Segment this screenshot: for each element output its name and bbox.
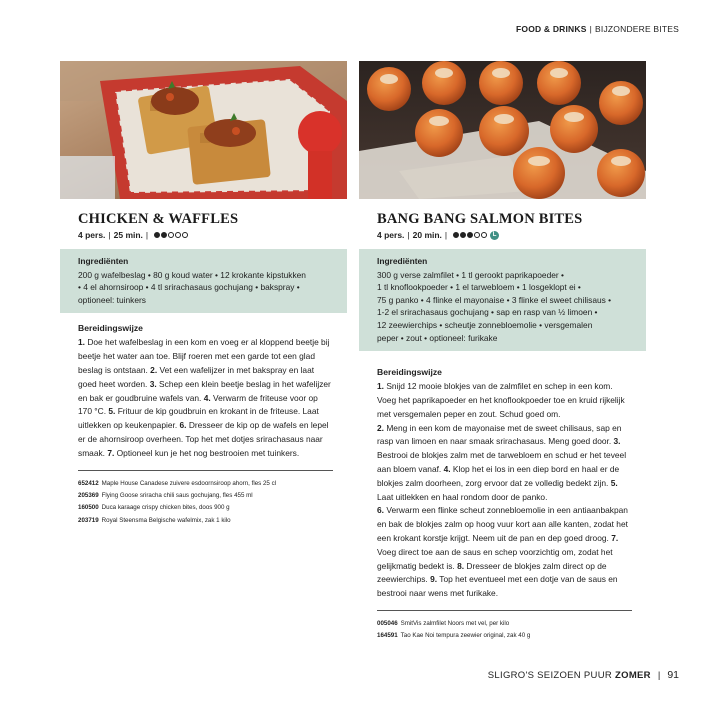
recipe-bang-bang-salmon [359, 61, 646, 643]
product-row: 164591 Tao Kae Noi tempura zeewier original, zak 40 g [377, 632, 531, 640]
ingredients-line: 300 g verse zalmfilet • 1 tl gerookt paprikapoeder • [377, 269, 564, 280]
page-number: 91 [667, 669, 679, 681]
ingredients-line: 1-2 el srirachasaus gochujang • sap en rasp van ½ limoen • [377, 307, 598, 318]
ingredients-line: • 4 el ahornsiroop • 4 tl srirachasaus gochujang • bakspray • [78, 282, 300, 293]
product-row: 652412 Maple House Canadese zuivere esdoornsiroop ahorn, fles 25 cl [78, 479, 277, 487]
product-list [78, 478, 347, 528]
product-list [377, 618, 646, 643]
recipe-title: BANG BANG SALMON BITES [377, 211, 583, 227]
product-row: 005046 SmitVis zalmfilet Noors met vel, per kilo [377, 619, 510, 627]
prep-heading: Bereidingswijze [377, 367, 442, 378]
ingredients-line: 12 zeewierchips • scheutje zonnebloemolie • versgemalen [377, 319, 593, 330]
recipe-meta: 4 pers. | 25 min. | [78, 230, 347, 240]
page-footer [488, 669, 679, 681]
ingredients-line: 75 g panko • 4 flinke el mayonaise • 3 flinke el sweet chilisaus • [377, 294, 612, 305]
recipe-title: CHICKEN & WAFFLES [78, 211, 239, 227]
prep-text: 1. Snijd 12 mooie blokjes van de zalmfilet en schep in een kom. Voeg het paprikapoeder en het knoflookpoeder toe en kruid rijkelijk met versgemalen peper en zout. Schud goed om. 2. Meng in een kom de mayonaise met de sweet chilisaus, sap en rasp van limoen en naar smaak srirachasaus. Meng goed door. 3. Bestrooi de blokjes zalm met de tarwebloem en schud er het teveel aan bloem vanaf. 4. Klop het ei los in een diep bord en haal er de blokjes zalm doorheen, zorg ervoor dat ze volledig bedekt zijn. 5. Laat uitlekken en haal rondom door de panko. 6. Verwarm een flinke scheut zonnebloemolie in een antiaanbakpan en bak de blokjes zalm op hoog vuur kort aan alle kanten, zodat het een krokant korstje krijgt. Neem uit de pan en dep goed droog. 7. Voeg direct toe aan de saus en schep voorzichtig om, zodat het gelijkmatig bedekt is. 8. Dresseer de blokjes zalm direct op de zeewierchips. 9. Top het eventueel met een dotje van de saus en bestrooi naar wens met furikake. [377, 381, 628, 599]
ingredients-line: optioneel: tuinkers [78, 294, 146, 305]
ingredients-heading: Ingrediënten [377, 256, 428, 266]
footer-separator: | [657, 669, 661, 681]
recipe-photo-salmon-bites [359, 61, 646, 199]
footer-text: SLIGRO'S SEIZOEN PUUR [487, 669, 613, 681]
difficulty-icon [154, 232, 188, 238]
prep-time: 20 min. [412, 230, 442, 240]
lactose-badge-icon: L [490, 231, 499, 240]
prep-heading: Bereidingswijze [78, 323, 143, 334]
ingredients-box [359, 249, 646, 351]
product-row: 203719 Royal Steensma Belgische wafelmix, zak 1 kilo [78, 516, 231, 524]
page-header [516, 24, 679, 34]
subsection-title: BIJZONDERE BITES [595, 24, 679, 34]
persons: 4 pers. [377, 230, 405, 240]
product-row: 205369 Flying Goose sriracha chili saus gochujang, fles 455 ml [78, 491, 253, 499]
prep-time: 25 min. [113, 230, 143, 240]
ingredients-line: 200 g wafelbeslag • 80 g koud water • 12 krokante kipstukken [78, 269, 306, 280]
divider [377, 610, 632, 611]
ingredients-line: peper • zout • optioneel: furikake [377, 332, 498, 343]
recipe-photo-chicken-waffles [60, 61, 347, 199]
ingredients-heading: Ingrediënten [78, 256, 129, 266]
footer-highlight: ZOMER [615, 669, 651, 681]
difficulty-icon [453, 232, 487, 238]
recipe-chicken-waffles [60, 61, 347, 527]
divider [78, 470, 333, 471]
ingredients-box [60, 249, 347, 313]
product-row: 160500 Duca karaage crispy chicken bites, doos 900 g [78, 504, 230, 512]
ingredients-line: 1 tl knoflookpoeder • 1 el tarwebloem • 1 losgeklopt ei • [377, 282, 581, 293]
recipe-meta: 4 pers. | 20 min. | L [377, 230, 646, 240]
section-title: FOOD & DRINKS [516, 24, 587, 34]
persons: 4 pers. [78, 230, 106, 240]
prep-text: 1. Doe het wafelbeslag in een kom en voeg er al kloppend beetje bij beetje het water aan toe. Blijf roeren met een garde tot een glad beslag is ontstaan. 2. Vet een wafelijzer in met bakspray en laat goed heet worden. 3. Schep een klein beetje beslag in het wafelijzer en bak er goudbruine wafels van. 4. Verwarm de friteuse voor op 170 °C. 5. Frituur de kip goudbruin en krokant in de friteuse. Laat uitlekken op keukenpapier. 6. Dresseer de kip op de wafels en lepel er de ahornsiroop overheen. Top het met dotjes srirachasaus naar smaak. 7. Optioneel kun je het nog bestrooien met tuinkers. [78, 337, 331, 458]
header-separator: | [589, 24, 593, 34]
